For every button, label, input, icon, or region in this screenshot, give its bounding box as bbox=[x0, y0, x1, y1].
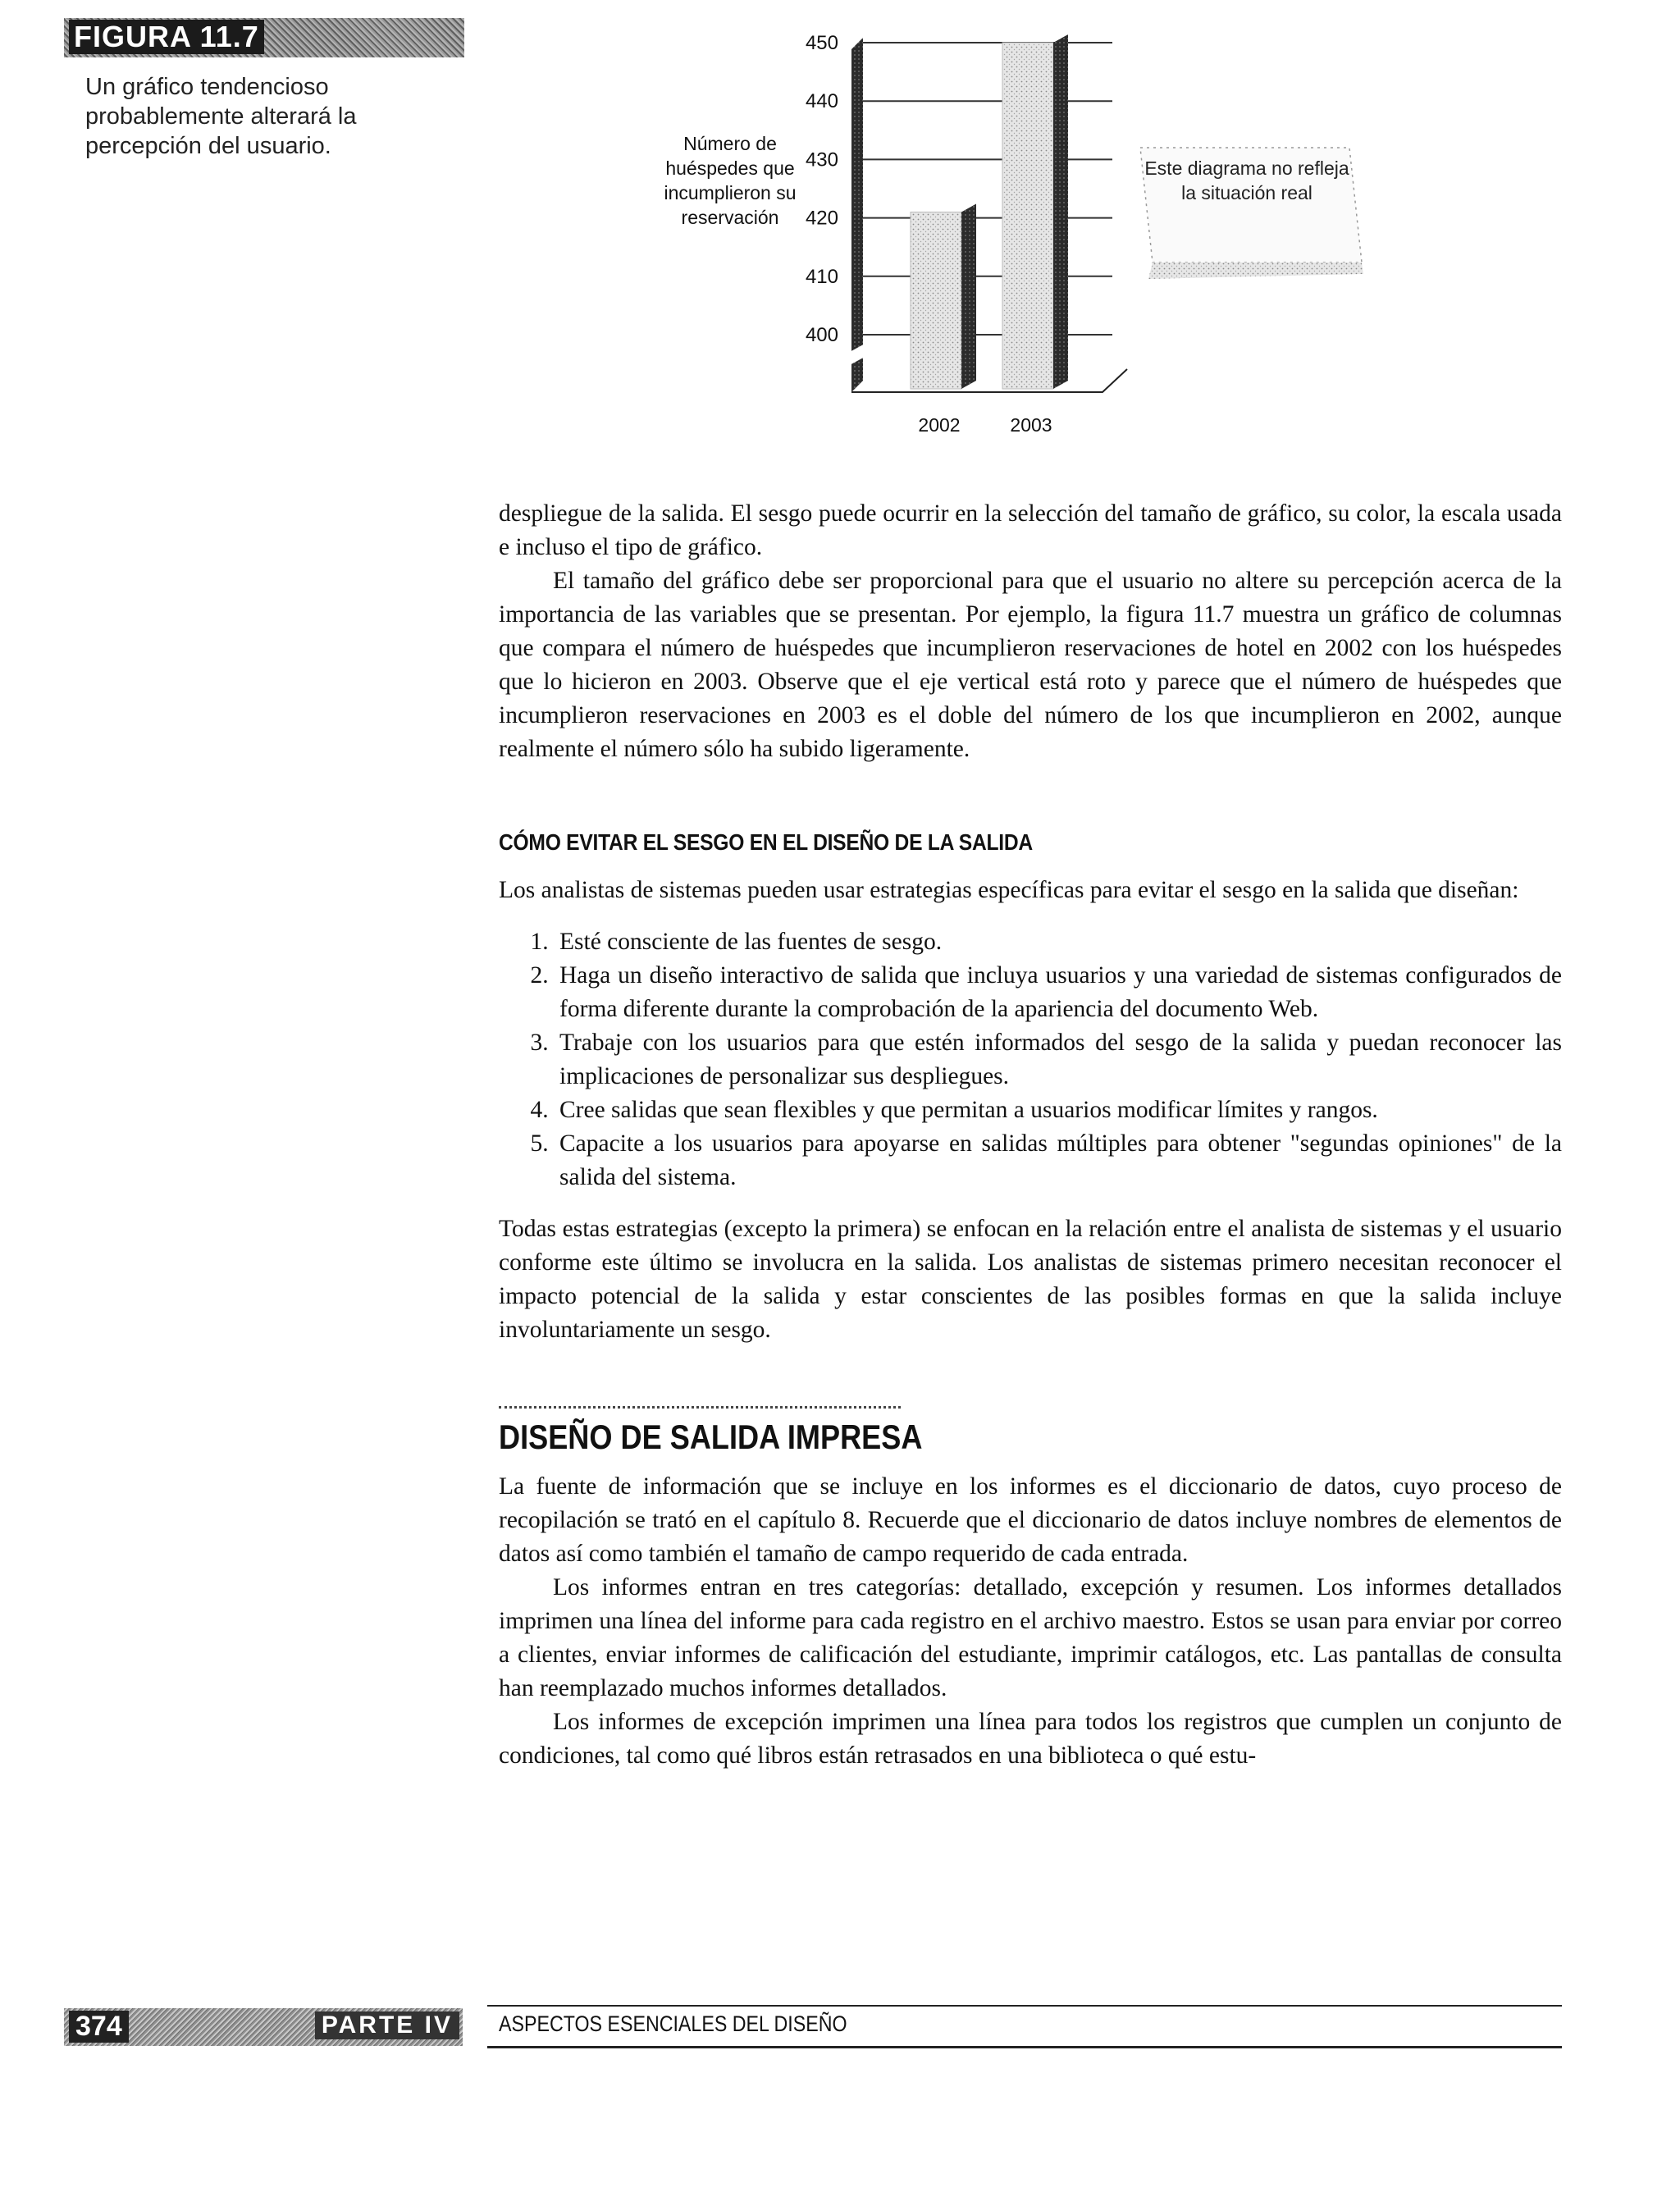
y-axis-label-wrapper bbox=[656, 131, 804, 295]
footer-rule bbox=[487, 2005, 1562, 2007]
y-axis-label: Número de huéspedes que incumplieron su reservación bbox=[664, 133, 797, 228]
paragraph: Todas estas estrategias (excepto la primera) se enfocan en la relación entre el analista de sistemas y el usuario conforme este último se involucra en la salida. Los analistas de sistemas primero necesitan reconocer el impacto potencial de la salida y estar conscientes de las posibles formas en que la salida incluye involuntariamente un sesgo. bbox=[499, 1216, 1562, 1343]
list-item: 1. Esté consciente de las fuentes de sesgo. bbox=[555, 925, 1562, 959]
figure-label-band bbox=[64, 18, 464, 57]
footer-band bbox=[64, 2008, 463, 2046]
paragraph: Los analistas de sistemas pueden usar estrategias específicas para evitar el sesgo en la salida que diseñan: bbox=[499, 877, 1519, 903]
list-item: 4. Cree salidas que sean flexibles y que permitan a usuarios modificar límites y rangos. bbox=[555, 1094, 1562, 1127]
list-item: 5. Capacite a los usuarios para apoyarse en salidas múltiples para obtener "segundas opiniones" de la salida del sistema. bbox=[555, 1127, 1562, 1194]
strategy-list bbox=[499, 925, 1562, 1194]
figure-label: FIGURA 11.7 bbox=[69, 20, 264, 54]
bar-chart bbox=[656, 16, 1395, 443]
bar bbox=[911, 212, 961, 389]
annotation-note-wrapper bbox=[1140, 138, 1354, 253]
y-tick-label: 440 bbox=[805, 90, 838, 113]
paragraph: despliegue de la salida. El sesgo puede ocurrir en la selección del tamaño de gráfico, su color, la escala usada e incluso el tipo de gráfico. bbox=[499, 500, 1562, 560]
paragraph: El tamaño del gráfico debe ser proporcional para que el usuario no altere su percepción acerca de la importancia de las variables que se presentan. Por ejemplo, la figura 11.7 muestra un gráfico de columnas que compara el número de huéspedes que incumplieron reservaciones de hotel en 2002 con los huéspedes que lo hicieron en 2003. Observe que el eje vertical está roto y parece que el número de huéspedes que incumplieron reservaciones en 2003 es el doble del número de los que incumplieron en 2002, aunque realmente el número sólo ha subido ligeramente. bbox=[499, 568, 1562, 762]
list-item: 3. Trabaje con los usuarios para que estén informados del sesgo de la salida y puedan reconocer las implicaciones de personalizar sus despliegues. bbox=[555, 1026, 1562, 1094]
bar-side bbox=[1053, 34, 1068, 389]
callout-shadow bbox=[1148, 263, 1363, 279]
paragraph: Los informes de excepción imprimen una línea para todos los registros que cumplen un conjunto de condiciones, tal como qué libros están retrasados en una biblioteca o qué estu- bbox=[499, 1709, 1562, 1769]
y-tick-label: 450 bbox=[805, 32, 838, 54]
section-title: DISEÑO DE SALIDA IMPRESA bbox=[499, 1418, 923, 1456]
annotation-note: Este diagrama no refleja la situación real bbox=[1144, 158, 1349, 203]
running-head: ASPECTOS ESENCIALES DEL DISEÑO bbox=[499, 2011, 847, 2036]
section-heading: CÓMO EVITAR EL SESGO EN EL DISEÑO DE LA SALIDA bbox=[499, 829, 1033, 855]
list-item: 2. Haga un diseño interactivo de salida que incluya usuarios y una variedad de sistemas configurados de forma diferente durante la comprobación de la apariencia del documento Web. bbox=[555, 959, 1562, 1026]
part-label: PARTE IV bbox=[315, 2011, 459, 2039]
figure-caption-box bbox=[64, 15, 464, 159]
paragraph: La fuente de información que se incluye en los informes es el diccionario de datos, cuyo proceso de recopilación se trató en el capítulo 8. Recuerde que el diccionario de datos incluye nombres de elementos de datos así como también el tamaño de campo requerido de cada entrada. bbox=[499, 1473, 1562, 1567]
x-axis-floor bbox=[851, 369, 1127, 392]
section-divider bbox=[499, 1406, 901, 1409]
x-tick-label: 2003 bbox=[1010, 414, 1052, 436]
page-number: 374 bbox=[69, 2011, 129, 2043]
bar bbox=[1002, 43, 1053, 389]
bar-side bbox=[961, 203, 976, 389]
y-axis-wall bbox=[851, 38, 863, 392]
y-tick-label: 410 bbox=[805, 265, 838, 288]
y-tick-label: 430 bbox=[805, 148, 838, 171]
y-tick-label: 420 bbox=[805, 207, 838, 230]
x-tick-label: 2002 bbox=[918, 414, 961, 436]
paragraph: Los informes entran en tres categorías: detallado, excepción y resumen. Los informes detallados imprimen una línea del informe para cada registro en el archivo maestro. Estos se usan para enviar por correo a clientes, enviar informes de calificación del estudiante, imprimir catálogos, etc. Las pantallas de consulta han reemplazado muchos informes detallados. bbox=[499, 1574, 1562, 1701]
footer-rule bbox=[487, 2046, 1562, 2048]
y-tick-label: 400 bbox=[805, 324, 838, 346]
body-text bbox=[499, 497, 1562, 1773]
figure-caption: Un gráfico tendencioso probablemente alterará la percepción del usuario. bbox=[85, 74, 357, 159]
